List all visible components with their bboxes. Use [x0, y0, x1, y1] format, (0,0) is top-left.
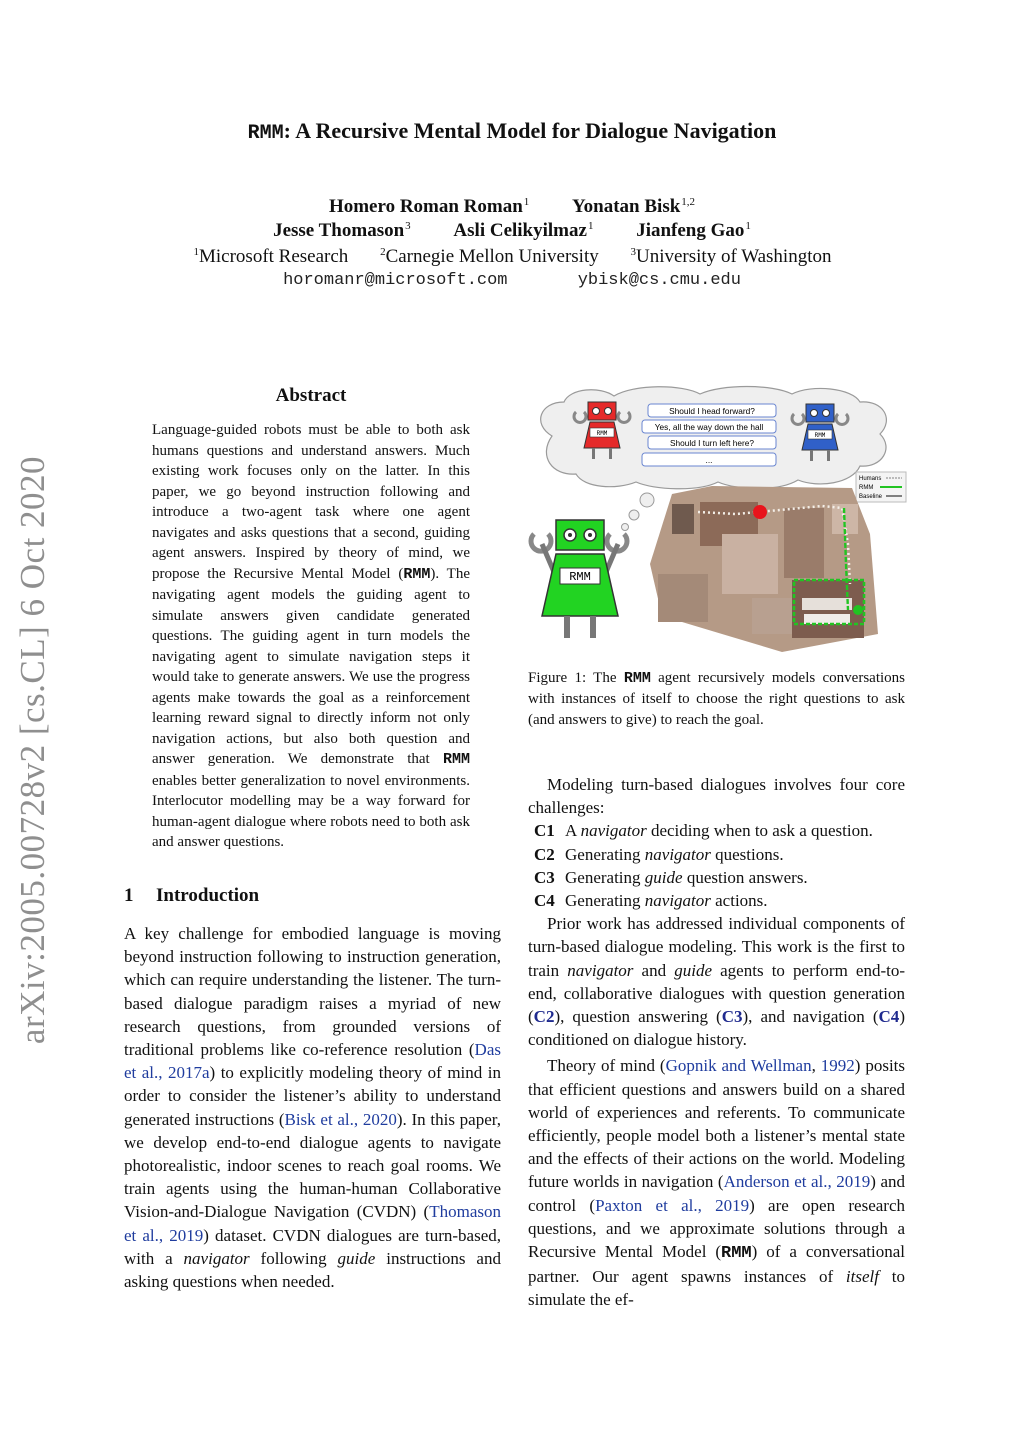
- arxiv-identifier: arXiv:2005.00728v2 [cs.CL] 6 Oct 2020: [13, 455, 52, 1045]
- figure-legend: [856, 472, 906, 502]
- author: Jesse Thomason$^3$: [273, 220, 411, 241]
- citation-link[interactable]: Paxton et al., 2019: [595, 1195, 750, 1215]
- challenge-item: C3 Generating guide question answers.: [534, 867, 808, 887]
- affiliation: $^1$Microsoft Research: [193, 246, 349, 267]
- figure-caption: Figure 1: The RMM agent recursively models conversations with instances of itself to choose the right questions to ask (and answers to give) to reach the goal.: [528, 670, 905, 728]
- author-line-1: [0, 196, 1024, 218]
- svg-text:...: ...: [705, 455, 713, 465]
- email-link[interactable]: ybisk@cs.cmu.edu: [577, 271, 741, 290]
- legend-humans: Humans: [859, 476, 882, 482]
- paragraph: Modeling turn-based dialogues involves four core challenges:: [528, 775, 905, 818]
- citation-link[interactable]: 1992: [820, 1056, 855, 1076]
- citation-link[interactable]: Gopnik and Wellman: [665, 1056, 812, 1076]
- thought-bubble: [640, 493, 654, 507]
- abstract-body: Language-guided robots must be able to both ask humans questions and understand answers. Much existing work focuses only on the latter. In this paper, we go beyond instruction following and introduce a two-agent task where one agent navigates and asks questions that a second, guiding agent answers. Inspired by theory of mind, we propose the Recursive Mental Model (RMM). The navigating agent models the guiding agent to simulate answers given candidate generated questions. The guiding agent in turn models the navigating agent to simulate navigation steps it would take to generate answers. We use the progress agents make towards the goal as a reinforcement learning reward signal to directly inform not only navigation actions, but also both question and answer generation. We demonstrate that RMM enables better generalization to novel environments. Interlocutor modelling may be a way forward for human-agent dialogue where robots need to both ask and answer questions.: [152, 422, 470, 850]
- challenge-ref-link[interactable]: C2: [533, 1007, 555, 1027]
- challenges-list: [528, 819, 905, 912]
- section-heading-introduction: 1 Introduction: [124, 885, 260, 906]
- author: Jianfeng Gao$^1$: [636, 220, 751, 241]
- svg-text:RMM: RMM: [596, 430, 608, 437]
- rmm-label: RMM: [569, 570, 591, 584]
- svg-text:Yes, all the way down the hall: Yes, all the way down the hall: [654, 422, 764, 432]
- author: Homero Roman Roman$^1$: [328, 196, 530, 217]
- author: Yonatan Bisk$^{1,2}$: [572, 196, 696, 217]
- paragraph: Theory of mind (Gopnik and Wellman, 1992) posits that efficient questions and answers build on a shared world of experiences and referents. To communicate efficiently, people model both a listener’s mental state and the effects of their actions on the world. Modeling future worlds in navigation (Anderson et al., 2019) and control (Paxton et al., 2019) are open research questions, and we approximate solutions through a Recursive Mental Model (RMM) of a conversational partner. Our agent spawns instances of itself to simulate the ef-: [528, 1056, 906, 1310]
- paper-title: [0, 118, 1024, 145]
- affiliation: $^2$Carnegie Mellon University: [380, 246, 599, 267]
- challenge-ref-link[interactable]: C3: [721, 1007, 743, 1027]
- thought-bubble: [622, 524, 629, 531]
- challenge-item: C2 Generating navigator questions.: [534, 844, 784, 864]
- dialogue-bubble: [642, 453, 776, 466]
- abstract-heading: Abstract: [275, 385, 347, 406]
- affiliation: $^3$University of Washington: [630, 246, 832, 267]
- citation-link[interactable]: Anderson et al., 2019: [723, 1172, 871, 1192]
- introduction-paragraph: A key challenge for embodied language is moving beyond instruction following to instruction generation, which can require understanding the listener. The turn-based dialogue paradigm raises a myriad of new research questions, from grounded versions of traditional problems like co-reference resolution (Das et al., 2017a) to explicitly modeling theory of mind in order to consider the listener’s ability to understand generated instructions (Bisk et al., 2020). In this paper, we develop end-to-end dialogue agents to navigate photorealistic, indoor scenes to reach goal rooms. We train agents using the human-human Collaborative Vision-and-Dialogue Navigation (CVDN) (Thomason et al., 2019) dataset. CVDN dialogues are turn-based, with a navigator following guide instructions and asking questions when needed.: [124, 924, 501, 1292]
- figure-1: [522, 384, 910, 660]
- dialogue-bubble: [642, 420, 776, 433]
- email-link[interactable]: horomanr@microsoft.com: [283, 271, 508, 290]
- affiliations: [0, 246, 1024, 268]
- thought-bubble: [629, 510, 639, 520]
- goal-marker-green: [853, 605, 863, 615]
- dialogue-bubble: [648, 404, 776, 417]
- citation-link[interactable]: Thomason et al., 2019: [124, 1202, 501, 1245]
- citation-link[interactable]: Das et al., 2017a: [124, 1040, 501, 1083]
- title-system-name: RMM: [247, 122, 284, 145]
- title-text: : A Recursive Mental Model for Dialogue Navigation: [283, 118, 777, 143]
- challenge-item: C1 A navigator deciding when to ask a question.: [534, 821, 873, 841]
- author-emails: [0, 271, 1024, 290]
- legend-rmm: RMM: [859, 485, 874, 491]
- dialogue-bubble: [648, 436, 776, 449]
- challenge-item: C4 Generating navigator actions.: [534, 891, 768, 911]
- challenge-ref-link[interactable]: C4: [878, 1007, 900, 1027]
- author-line-2: [0, 220, 1024, 242]
- svg-text:Should I turn left here?: Should I turn left here?: [670, 438, 754, 448]
- svg-text:Should I head forward?: Should I head forward?: [669, 406, 755, 416]
- start-marker-red: [753, 505, 767, 519]
- paragraph: Prior work has addressed individual components of turn-based dialogue modeling. This work is the first to train navigator and guide agents to perform end-to-end, collaborative dialogues with question generation (C2), question answering (C3), and navigation (C4) conditioned on dialogue history.: [528, 914, 906, 1050]
- green-robot-icon: [531, 520, 627, 638]
- author: Asli Celikyilmaz$^1$: [453, 220, 594, 241]
- legend-baseline: Baseline: [859, 494, 883, 500]
- right-column-text: [528, 773, 905, 1312]
- citation-link[interactable]: Bisk et al., 2020: [284, 1109, 397, 1129]
- svg-text:RMM: RMM: [814, 432, 826, 439]
